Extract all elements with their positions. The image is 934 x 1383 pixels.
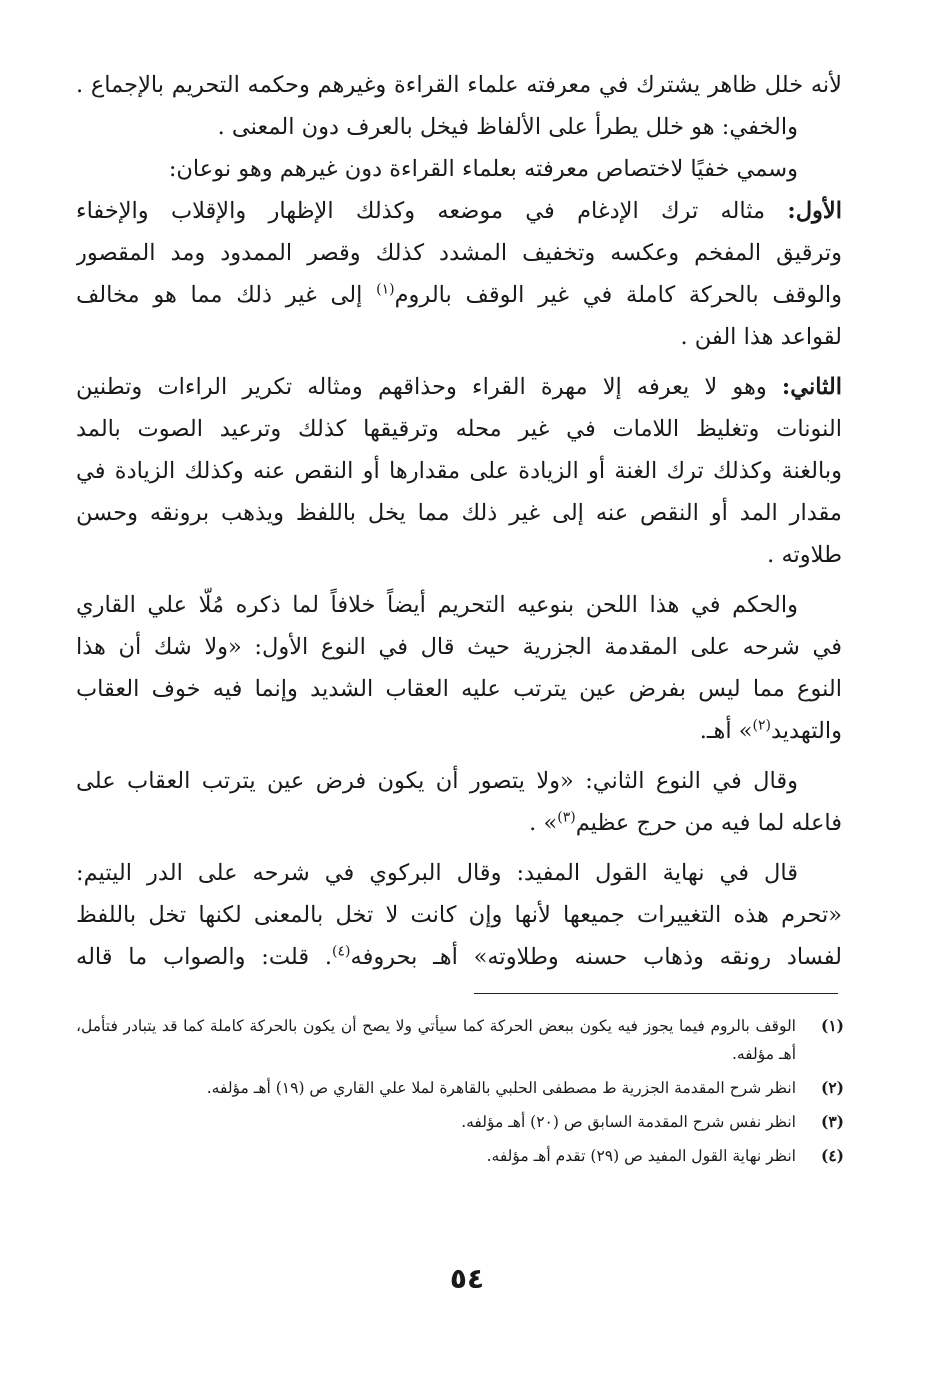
footnote-text: انظر نهاية القول المفيد ص (٢٩) تقدم أهـ مؤلفه. bbox=[486, 1147, 796, 1165]
footnote-ref: (٤) bbox=[332, 943, 351, 960]
text-line: وترقيق المفخم وعكسه وتخفيف المشدد كذلك وقصر الممدود ومد المقصور bbox=[76, 240, 842, 266]
text-line bbox=[76, 802, 842, 844]
text-line: والحكم في هذا اللحن بنوعيه التحريم أيضاً خلافاً لما ذكره مُلّا علي القاري bbox=[76, 592, 798, 618]
footnote-number: (٢) bbox=[820, 1078, 844, 1097]
text-line: وقال في النوع الثاني: «ولا يتصور أن يكون فرض عين يترتب العقاب على bbox=[76, 768, 798, 794]
text-line: وبالغنة وكذلك ترك الغنة أو الزيادة على مقدارها أو النقص عنه وكذلك الزيادة في bbox=[76, 458, 842, 484]
text-line bbox=[76, 190, 842, 232]
text-fragment: لفساد رونقه وذهاب حسنه وطلاوته» أهـ بحروفه bbox=[350, 944, 842, 970]
main-text bbox=[76, 64, 842, 978]
footnote-ref: (٢) bbox=[752, 717, 771, 734]
footnote-text: انظر نفس شرح المقدمة السابق ص (٢٠) أهـ مؤلفه. bbox=[461, 1113, 796, 1131]
text-fragment: . قلت: والصواب ما قاله bbox=[76, 944, 333, 970]
footnote bbox=[76, 1074, 844, 1102]
text-fragment: إلى غير ذلك مما هو مخالف bbox=[76, 282, 363, 308]
page-number: ٥٤ bbox=[449, 1262, 485, 1295]
footnote-text: الوقف بالروم فيما يجوز فيه يكون ببعض الحركة كما سيأتي ولا يصح أن يكون بالحركة كاملة كما قد يتبادر فتأمل، أهـ مؤلفه. bbox=[76, 1017, 796, 1063]
footnote-number: (٤) bbox=[820, 1146, 844, 1165]
footnote bbox=[76, 1108, 844, 1136]
text-line bbox=[76, 274, 842, 316]
text-fragment: مثاله ترك الإدغام في موضعه وكذلك الإظهار والإقلاب والإخفاء bbox=[76, 198, 766, 224]
text-line: وسمي خفيًا لاختصاص معرفته بعلماء القراءة دون غيرهم وهو نوعان: bbox=[168, 156, 798, 182]
text-line: النونات وتغليظ اللامات في غير محله وترقيقها كذلك وترعيد الصوت بالمد bbox=[76, 416, 842, 442]
text-line: مقدار المد أو النقص عنه إلى غير ذلك مما يخل باللفظ ويذهب برونقه وحسن bbox=[76, 500, 842, 526]
footnote-ref: (٣) bbox=[557, 809, 576, 826]
footnote bbox=[76, 1142, 844, 1170]
text-line: والخفي: هو خلل يطرأ على الألفاظ فيخل بالعرف دون المعنى . bbox=[217, 114, 798, 140]
footnote-ref: (١) bbox=[376, 281, 395, 298]
footnote-number: (٣) bbox=[820, 1112, 844, 1131]
text-fragment: والتهديد bbox=[770, 718, 842, 744]
text-line: في شرحه على المقدمة الجزرية حيث قال في النوع الأول: «ولا شك أن هذا bbox=[76, 634, 842, 660]
text-fragment: » . bbox=[529, 810, 558, 836]
text-line bbox=[76, 366, 842, 408]
footnotes bbox=[76, 1012, 844, 1176]
text-fragment: والوقف بالحركة كاملة في غير الوقف بالروم bbox=[394, 282, 842, 308]
footnote bbox=[76, 1012, 844, 1068]
text-line: لأنه خلل ظاهر يشترك في معرفته علماء القراءة وغيرهم وحكمه التحريم بالإجماع . bbox=[76, 72, 842, 98]
text-line: لقواعد هذا الفن . bbox=[680, 324, 842, 350]
text-line: طلاوته . bbox=[767, 542, 842, 568]
footnote-text: انظر شرح المقدمة الجزرية ط مصطفى الحلبي بالقاهرة لملا علي القاري ص (١٩) أهـ مؤلفه. bbox=[206, 1079, 796, 1097]
second-type-heading: الثاني: bbox=[781, 374, 842, 400]
text-fragment: فاعله لما فيه من حرج عظيم bbox=[575, 810, 842, 836]
text-fragment: وهو لا يعرفه إلا مهرة القراء وحذاقهم ومثاله تكرير الراءات وتطنين bbox=[76, 374, 767, 400]
text-line: قال في نهاية القول المفيد: وقال البركوي في شرحه على الدر اليتيم: bbox=[76, 860, 798, 886]
text-line bbox=[76, 710, 842, 752]
footnote-number: (١) bbox=[820, 1016, 844, 1035]
text-line: «تحرم هذه التغييرات جميعها لأنها وإن كانت لا تخل بالمعنى لكنها تخل باللفظ bbox=[76, 902, 842, 928]
first-type-heading: الأول: bbox=[787, 198, 842, 224]
text-line: النوع مما ليس بفرض عين يترتب عليه العقاب الشديد وإنما فيه خوف العقاب bbox=[76, 676, 842, 702]
footnote-divider bbox=[474, 993, 838, 994]
text-fragment: » أهـ. bbox=[699, 718, 753, 744]
text-line bbox=[76, 936, 842, 978]
